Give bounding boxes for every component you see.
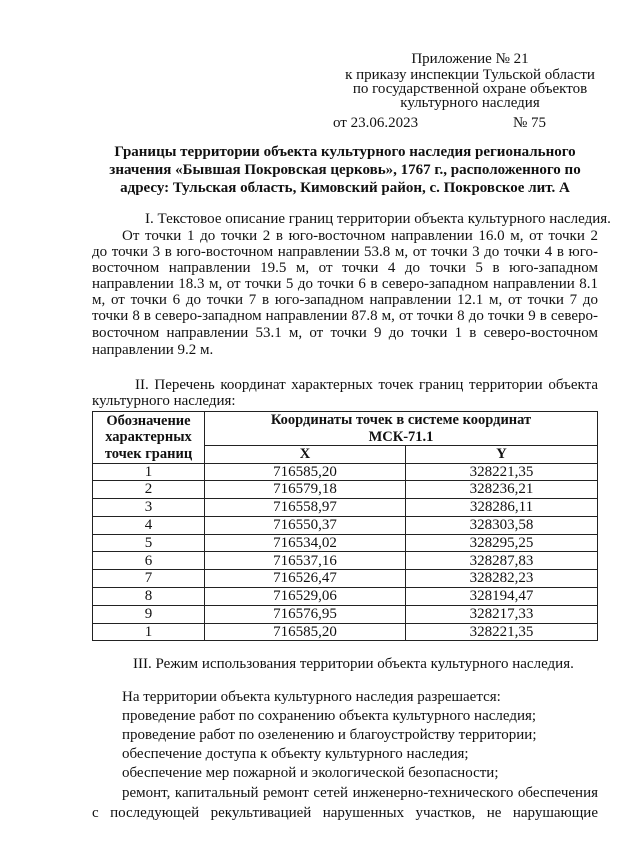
appendix-line: к приказу инспекции Тульской области <box>345 67 595 83</box>
y-cell: 328295,25 <box>406 534 598 552</box>
point-cell: 8 <box>93 588 205 606</box>
point-cell: 5 <box>93 534 205 552</box>
col-y-header: Y <box>406 446 598 464</box>
table-row <box>93 570 598 588</box>
x-cell: 716537,16 <box>205 552 406 570</box>
point-cell: 1 <box>93 463 205 481</box>
order-number: № 75 <box>513 115 547 131</box>
title-line: значения «Бывшая Покровская церковь», 1767 г., расположенного по <box>109 162 581 178</box>
y-cell: 328217,33 <box>406 605 598 623</box>
y-cell: 328286,11 <box>406 499 598 517</box>
paragraph-line: На территории объекта культурного наследия разрешается: <box>122 689 501 705</box>
table-row <box>93 588 598 606</box>
coords-header-line1: Координаты точек в системе координат <box>270 412 532 428</box>
paragraph-line: восточном направлении 19.5 м, от точки 4 до точки 5 в юго-западном <box>92 260 598 276</box>
title-line: Границы территории объекта культурного наследия регионального <box>114 144 576 160</box>
list-item: обеспечение мер пожарной и экологической безопасности; <box>122 765 499 781</box>
table-row <box>93 499 598 517</box>
y-cell: 328282,23 <box>406 570 598 588</box>
section-1-heading: I. Текстовое описание границ территории объекта культурного наследия. <box>145 211 611 227</box>
x-cell: 716585,20 <box>205 463 406 481</box>
list-item-cont: с последующей рекультивацией нарушенных участков, не нарушающие <box>92 805 598 821</box>
paragraph-line: до точки 3 в юго-восточном направлении 53.8 м, от точки 3 до точки 4 в юго- <box>92 244 598 260</box>
y-cell: 328236,21 <box>406 481 598 499</box>
point-cell: 7 <box>93 570 205 588</box>
coordinates-table <box>92 411 598 641</box>
table-row <box>93 534 598 552</box>
x-cell: 716576,95 <box>205 605 406 623</box>
point-cell: 3 <box>93 499 205 517</box>
list-item: обеспечение доступа к объекту культурного наследия; <box>122 746 469 762</box>
appendix-line: культурного наследия <box>400 95 540 111</box>
section-2-heading-cont: культурного наследия: <box>92 393 236 409</box>
list-item: проведение работ по озеленению и благоустройству территории; <box>122 727 537 743</box>
y-cell: 328221,35 <box>406 623 598 641</box>
x-cell: 716558,97 <box>205 499 406 517</box>
point-cell: 1 <box>93 623 205 641</box>
table-row <box>93 623 598 641</box>
table-row <box>93 463 598 481</box>
appendix-title: Приложение № 21 <box>411 51 529 67</box>
paragraph-line: направлении 9.2 м. <box>92 342 214 358</box>
col-point-header: Обозначение характерных точек границ <box>93 412 205 464</box>
appendix-line: по государственной охране объектов <box>352 81 588 97</box>
y-cell: 328221,35 <box>406 463 598 481</box>
list-item: ремонт, капитальный ремонт сетей инженерно-технического обеспечения <box>122 785 598 801</box>
paragraph-line: восточном направлении 53.1 м, от точки 9 до точки 1 в северо-восточном <box>92 325 598 341</box>
point-cell: 9 <box>93 605 205 623</box>
point-cell: 2 <box>93 481 205 499</box>
point-cell: 4 <box>93 516 205 534</box>
table-row <box>93 552 598 570</box>
x-cell: 716585,20 <box>205 623 406 641</box>
list-item: проведение работ по сохранению объекта культурного наследия; <box>122 708 537 724</box>
col-coords-header <box>205 412 598 446</box>
paragraph-line: точки 8 в северо-западном направлении 87.8 м, от точки 8 до точки 9 в северо- <box>92 308 598 324</box>
order-date: от 23.06.2023 <box>333 115 419 131</box>
x-cell: 716526,47 <box>205 570 406 588</box>
x-cell: 716529,06 <box>205 588 406 606</box>
title-line: адресу: Тульская область, Кимовский район, с. Покровское лит. А <box>120 180 570 196</box>
paragraph-line: направлении 18.3 м, от точки 5 до точки 6 в северо-западном направлении 8.1 <box>92 276 598 292</box>
coords-header-line2: МСК-71.1 <box>368 428 434 445</box>
point-cell: 6 <box>93 552 205 570</box>
section-2-heading: II. Перечень координат характерных точек границ территории объекта <box>135 377 598 393</box>
x-cell: 716550,37 <box>205 516 406 534</box>
paragraph-line: От точки 1 до точки 2 в юго-восточном направлении 16.0 м, от точки 2 <box>122 228 598 244</box>
table-row <box>93 605 598 623</box>
paragraph-line: м, от точки 6 до точки 7 в юго-западном направлении 12.1 м, от точки 7 до <box>92 292 598 308</box>
table-row <box>93 516 598 534</box>
y-cell: 328287,83 <box>406 552 598 570</box>
y-cell: 328303,58 <box>406 516 598 534</box>
col-x-header: X <box>205 446 406 464</box>
x-cell: 716579,18 <box>205 481 406 499</box>
x-cell: 716534,02 <box>205 534 406 552</box>
table-row <box>93 481 598 499</box>
y-cell: 328194,47 <box>406 588 598 606</box>
section-3-heading: III. Режим использования территории объекта культурного наследия. <box>133 656 574 672</box>
